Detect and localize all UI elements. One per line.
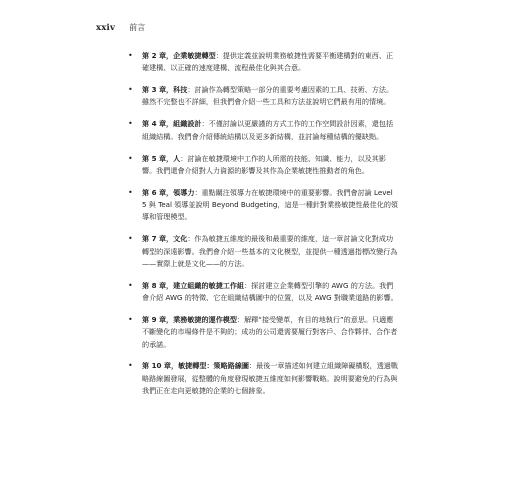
chapter-heading: 第 5 章，人: [142, 153, 181, 163]
chapter-description: ：探討建立企業轉型引擎的 AWG 的方法。我們會介紹 AWG 的特徵、它在組織結構圖中的位置，以及 AWG 對職業道路的影響。: [142, 280, 398, 303]
chapter-heading: 第 7 章，文化: [142, 234, 188, 244]
chapter-heading: 第 6 章，領導力: [142, 187, 195, 197]
bullet-icon: •: [128, 234, 133, 244]
list-item: [128, 118, 398, 143]
chapter-description: ：不僅討論以更嚴謹的方式工作的工作空間設計因素，還包括組織結構。我們會介紹傳統結構以及更多新結構，並討論每種結構的優缺點。: [142, 119, 394, 141]
chapter-heading: 第 10 章，敏捷轉型：策略路線圖: [142, 361, 250, 371]
list-item: [128, 280, 398, 305]
list-item: [128, 153, 398, 178]
list-item: [128, 50, 398, 75]
chapter-description: ：提供定義並說明業務敏捷性需要平衡建構對的東西、正確建構、以正確的速度建構、流程最佳化與其合意。: [142, 51, 394, 73]
list-item: [128, 233, 398, 270]
bullet-icon: •: [128, 85, 133, 95]
chapter-heading: 第 8 章，建立組織的敏捷工作組: [142, 280, 245, 290]
list-item: [128, 314, 398, 351]
bullet-icon: •: [128, 280, 133, 290]
chapter-description: ：最後一章描述如何建立組織障礙橫駁，透過戰略路線圖發展，從整體的角度發現敏捷五維度如何影響戰略。說明要避免的行為與我們正在走向更敏捷的企業的七個跡象。: [142, 361, 398, 395]
bullet-icon: •: [128, 187, 133, 197]
bullet-icon: •: [128, 51, 133, 60]
chapter-heading: 第 2 章，企業敏捷轉型: [142, 51, 216, 60]
chapter-description: ：重點關注領導力在敏捷環境中的重要影響。我們會討論 Level 5 與 Teal 領導並說明 Beyond Budgeting，這是一種針對業務敏捷性最佳化的領導和管理模型。: [142, 187, 399, 222]
list-item: [128, 84, 398, 109]
chapter-description: ：解釋“接受變革，有目的地執行”的意思。只適應不斷變化的市場條件是不夠的；成功的公司還需要履行對客戶、合作夥伴、合作者的承諾。: [142, 314, 398, 349]
chapter-heading: 第 9 章，業務敏捷的運作模型: [142, 314, 237, 324]
chapter-summary-list: [128, 50, 398, 407]
bullet-icon: •: [128, 361, 133, 371]
chapter-description: ：作為敏捷五維度的最後和最重要的維度，這一章討論文化對成功轉型的深遠影響。我們會介紹一些基本的文化模型，並提供一種透過指標改變行為——實際上就是文化——的方法。: [142, 234, 398, 268]
chapter-heading: 第 3 章，科技: [142, 85, 188, 95]
page-number: xxiv: [96, 23, 116, 33]
chapter-description: ：討論在敏捷環境中工作的人所需的技能、知識、能力，以及其影響。我們還會介紹對人力資源的影響及其作為企業敏捷性推動者的角色。: [142, 153, 386, 175]
list-item: [128, 187, 398, 224]
list-item: [128, 360, 398, 397]
bullet-icon: •: [128, 314, 133, 324]
bullet-icon: •: [128, 119, 133, 129]
chapter-heading: 第 4 章，組織設計: [142, 119, 202, 129]
section-title: 前言: [129, 23, 146, 32]
page-header: [96, 22, 145, 33]
chapter-description: ：討論作為轉型策略一部分的重要考慮因素的工具、技術、方法。雖然不完整也不詳細，但我們會介紹一些工具和方法並說明它們最有用的情境。: [142, 85, 394, 107]
bullet-icon: •: [128, 153, 133, 163]
